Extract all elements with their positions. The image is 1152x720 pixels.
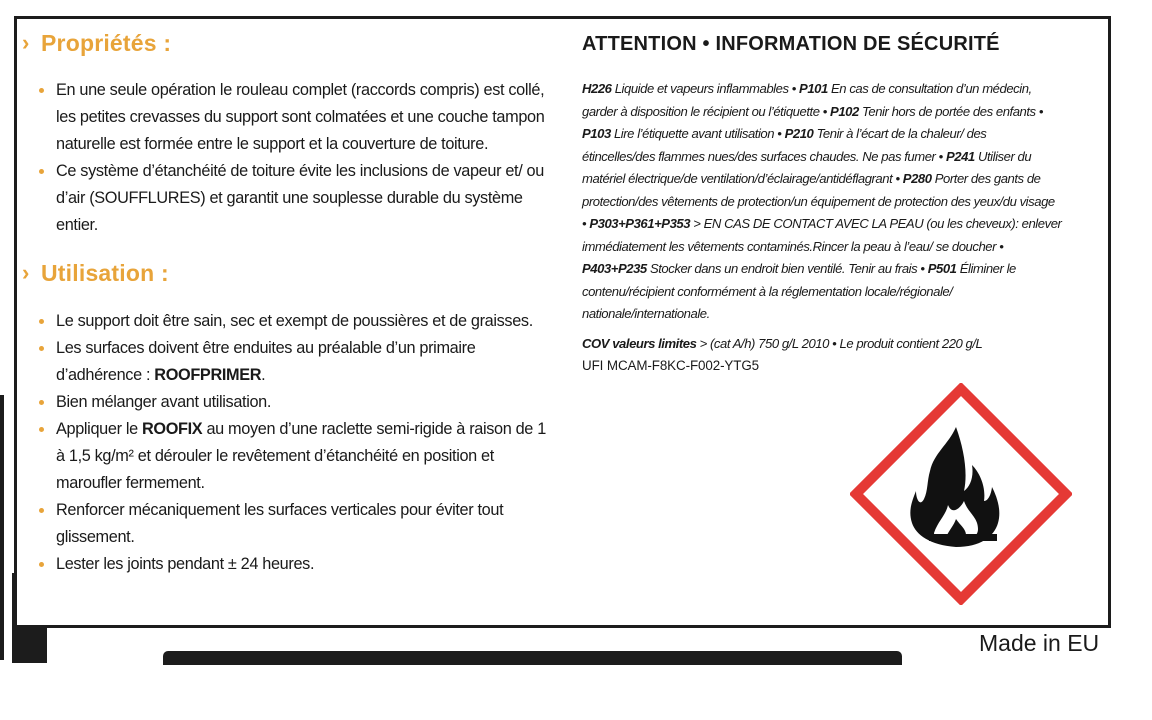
hazard-statement-text: Éliminer le contenu/récipient conformément à la réglementation locale/régionale/ nationale/internationale. bbox=[582, 261, 1016, 321]
list-item: Bien mélanger avant utilisation. bbox=[22, 389, 552, 416]
made-in-label: Made in EU bbox=[979, 630, 1100, 656]
list-item: Lester les joints pendant ± 24 heures. bbox=[22, 551, 552, 578]
list-item-text: Les surfaces doivent être enduites au préalable d’un primaire d’adhérence : bbox=[56, 339, 476, 384]
ufi-code: UFI MCAM-F8KC-F002-YTG5 bbox=[582, 357, 760, 373]
list-item: En une seule opération le rouleau complet (raccords compris) est collé, les petites crevasses du support sont colmatées et une couche tampon naturelle est formée entre le support et la couverture de toiture. bbox=[22, 77, 552, 158]
hazard-statement-text: Stocker dans un endroit bien ventilé. Tenir au frais • bbox=[646, 261, 928, 276]
hazard-statement-text: Porter des gants de protection/des vêtements de protection/un équipement de protection des yeux/du visage • bbox=[582, 171, 1055, 231]
cov-info bbox=[582, 333, 1062, 377]
list-item: Renforcer mécaniquement les surfaces verticales pour éviter tout glissement. bbox=[22, 497, 552, 551]
cov-label: COV valeurs limites bbox=[582, 335, 697, 351]
hazard-code: P280 bbox=[902, 171, 932, 186]
usage-heading-text: Utilisation : bbox=[41, 259, 169, 286]
hazard-code: P501 bbox=[927, 261, 957, 276]
chevron-right-icon: › bbox=[22, 260, 30, 285]
hazard-code: P403+P235 bbox=[582, 261, 647, 276]
left-column bbox=[22, 26, 552, 578]
list-item-text: Appliquer le bbox=[56, 420, 142, 438]
hazard-statements bbox=[582, 78, 1062, 326]
list-item bbox=[22, 335, 552, 389]
properties-list bbox=[22, 77, 552, 239]
product-name: ROOFIX bbox=[141, 420, 203, 438]
hazard-code: P102 bbox=[830, 103, 859, 119]
cov-text: > (cat A/h) 750 g/L 2010 • Le produit contient 220 g/L bbox=[696, 335, 983, 351]
properties-heading-text: Propriétés : bbox=[41, 29, 172, 56]
hazard-statement-text: > EN CAS DE CONTACT AVEC LA PEAU (ou les cheveux): enlever immédiatement les vêtements contaminés.Rincer la peau à l’eau/ se doucher • bbox=[582, 216, 1062, 254]
usage-list bbox=[22, 308, 552, 578]
hazard-statement-text: En cas de consultation d’un médecin, garder à disposition le récipient ou l’étiquette • bbox=[582, 81, 1032, 119]
product-bottom-bar bbox=[163, 651, 902, 665]
product-name: ROOFPRIMER bbox=[154, 366, 262, 384]
hazard-statement-text: Tenir hors de portée des enfants • bbox=[858, 103, 1043, 119]
hazard-code: P103 bbox=[582, 126, 611, 141]
hazard-statement-text: Utiliser du matériel électrique/de ventilation/d’éclairage/antidéflagrant • bbox=[582, 148, 1032, 186]
usage-heading bbox=[22, 256, 552, 290]
list-item-text: au moyen d’une raclette semi-rigide à raison de 1 à 1,5 kg/m² et dérouler le revêtement d’étanchéité en position et maroufler fermement. bbox=[56, 420, 546, 492]
chevron-right-icon: › bbox=[22, 30, 30, 55]
hazard-code: P101 bbox=[799, 81, 828, 96]
hazard-statement-text: Lire l’étiquette avant utilisation • bbox=[610, 126, 785, 141]
safety-title: ATTENTION • INFORMATION DE SÉCURITÉ bbox=[582, 33, 1000, 55]
hazard-statement-text: Liquide et vapeurs inflammables • bbox=[611, 81, 800, 96]
product-edge-strip bbox=[0, 395, 4, 660]
hazard-code: P210 bbox=[784, 126, 814, 141]
hazard-code: H226 bbox=[582, 81, 612, 96]
flammable-ghs02-icon bbox=[850, 383, 1072, 605]
hazard-statement-text: Tenir à l’écart de la chaleur/ des étincelles/des flammes nues/des surfaces chaudes. Ne pas fumer • bbox=[582, 126, 987, 164]
hazard-code: P241 bbox=[945, 148, 975, 164]
list-item bbox=[22, 416, 552, 497]
list-item-text: . bbox=[261, 366, 266, 384]
list-item: Ce système d’étanchéité de toiture évite les inclusions de vapeur et/ ou d’air (SOUFFLURES) et garantit une souplesse durable du système entier. bbox=[22, 158, 552, 239]
properties-heading bbox=[22, 26, 552, 60]
hazard-code: P303+P361+P353 bbox=[589, 216, 691, 231]
list-item: Le support doit être sain, sec et exempt de poussières et de graisses. bbox=[22, 308, 552, 335]
right-column bbox=[582, 28, 1062, 377]
